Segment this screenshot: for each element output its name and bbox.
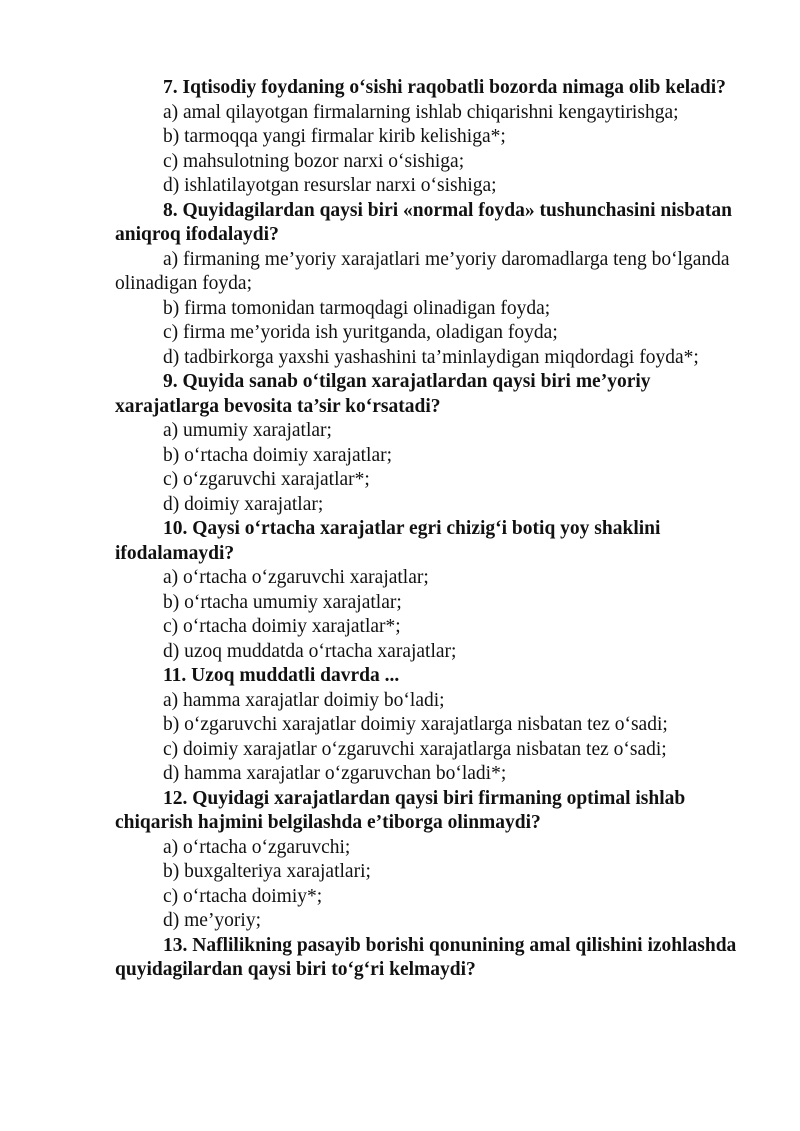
question-text: 7. Iqtisodiy foydaning o‘sishi raqobatli bozorda nimaga olib keladi? [163,77,726,98]
question-block [115,370,745,517]
question-text: 10. Qaysi o‘rtacha xarajatlar egri chizig‘i botiq yoy shaklini ifodalamaydi? [115,518,661,564]
answer-option: c) o‘rtacha doimiy xarajatlar*; [163,616,401,637]
answer-option: a) hamma xarajatlar doimiy bo‘ladi; [163,689,445,711]
answer-option: b) o‘rtacha doimiy xarajatlar; [163,444,393,466]
question-text: 11. Uzoq muddatli davrda ... [163,665,400,686]
question-block [115,664,745,787]
answer-option: c) doimiy xarajatlar o‘zgaruvchi xarajatlarga nisbatan tez o‘sadi; [163,738,667,760]
answer-option: a) o‘rtacha o‘zgaruvchi xarajatlar; [163,567,429,588]
question-block [115,199,745,371]
answer-option: a) umumiy xarajatlar; [163,420,332,441]
answer-option: b) o‘rtacha umumiy xarajatlar; [163,591,402,613]
answer-option: c) o‘zgaruvchi xarajatlar*; [163,469,370,490]
answer-option: a) amal qilayotgan firmalarning ishlab chiqarishni kengaytirishga; [163,101,679,123]
question-text: 8. Quyidagilardan qaysi biri «normal foyda» tushunchasini nisbatan aniqroq ifodalaydi? [115,199,732,245]
answer-option: d) doimiy xarajatlar; [163,493,324,515]
answer-option: a) o‘rtacha o‘zgaruvchi; [163,836,351,858]
answer-option: d) tadbirkorga yaxshi yashashini ta’minlaydigan miqdordagi foyda*; [163,346,699,368]
answer-option: c) mahsulotning bozor narxi o‘sishiga; [163,150,465,172]
answer-option: d) ishlatilayotgan resurslar narxi o‘sishiga; [163,175,497,196]
answer-option: a) firmaning me’yoriy xarajatlari me’yoriy daromadlarga teng bo‘lganda olinadigan foyda; [115,248,730,294]
answer-option: c) o‘rtacha doimiy*; [163,885,323,907]
answer-option: d) uzoq muddatda o‘rtacha xarajatlar; [163,640,457,662]
question-text: 12. Quyidagi xarajatlardan qaysi biri firmaning optimal ishlab chiqarish hajmini belgilashda e’tiborga olinmaydi? [115,787,686,833]
answer-option: c) firma me’yorida ish yuritganda, oladigan foyda; [163,322,558,343]
answer-option: b) tarmoqqa yangi firmalar kirib kelishiga*; [163,126,506,147]
answer-option: d) me’yoriy; [163,910,262,931]
question-text: 13. Naflilikning pasayib borishi qonunining amal qilishini izohlashda quyidagilardan qaysi biri to‘g‘ri kelmaydi? [115,934,737,980]
question-block [115,76,745,199]
answer-option: b) firma tomonidan tarmoqdagi olinadigan foyda; [163,297,551,319]
question-block [115,934,745,983]
document-page [115,76,745,983]
answer-option: b) o‘zgaruvchi xarajatlar doimiy xarajatlarga nisbatan tez o‘sadi; [163,714,668,735]
answer-option: d) hamma xarajatlar o‘zgaruvchan bo‘ladi*; [163,763,507,784]
question-text: 9. Quyida sanab o‘tilgan xarajatlardan qaysi biri me’yoriy xarajatlarga bevosita ta’sir ko‘rsatadi? [115,371,651,417]
answer-option: b) buxgalteriya xarajatlari; [163,861,371,882]
question-block [115,517,745,664]
question-block [115,787,745,934]
